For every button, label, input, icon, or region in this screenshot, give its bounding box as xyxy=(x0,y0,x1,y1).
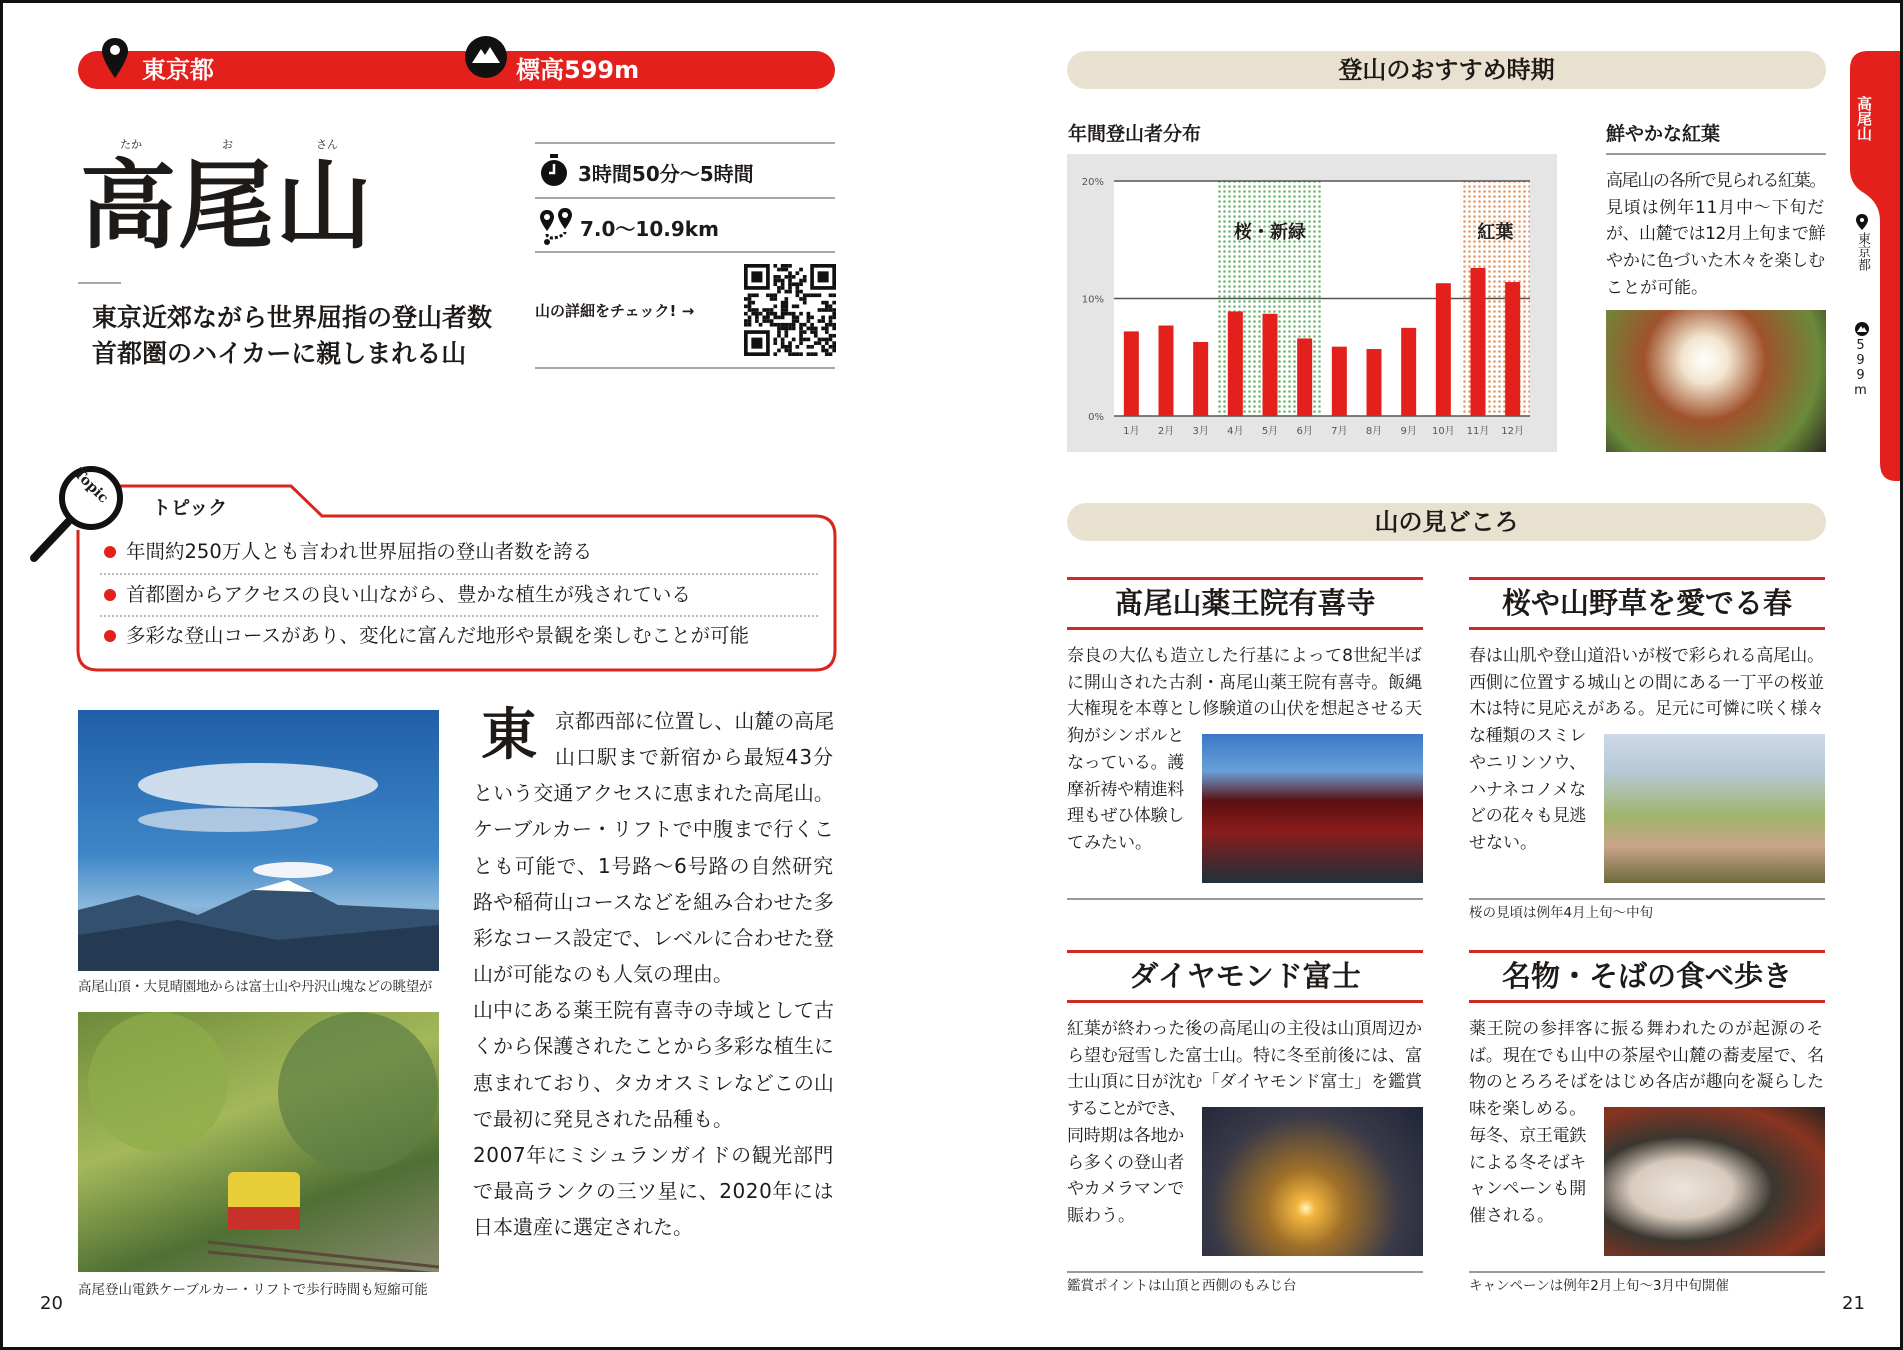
card-text-line: 木は特に見応えがある。足元に可憐に咲く様々 xyxy=(1469,699,1824,720)
card-photo xyxy=(1202,1107,1423,1256)
bar-12月 xyxy=(1505,282,1520,416)
card-text-line: 士山頂に日が沈む「ダイヤモンド富士」を鑑賞 xyxy=(1067,1072,1422,1093)
bullet-icon xyxy=(104,589,116,601)
card-rule xyxy=(1067,627,1423,630)
body-line: 日本遺産に選定された。 xyxy=(473,1215,693,1240)
furigana: たか xyxy=(120,138,142,151)
mountain-icon xyxy=(1855,322,1869,336)
card-divider xyxy=(1067,1271,1423,1273)
card-text-line: による冬そばキ xyxy=(1469,1152,1586,1173)
y-tick-label: 20% xyxy=(1081,177,1104,188)
bar-1月 xyxy=(1124,331,1139,416)
divider xyxy=(1606,153,1826,155)
location-pin-icon xyxy=(1856,214,1868,230)
card-text-line: なっている。護 xyxy=(1067,752,1184,773)
card-text-line: ャンペーンも開 xyxy=(1469,1179,1586,1200)
card-rule xyxy=(1469,577,1825,580)
autumn-line: 高尾山の各所で見られる紅葉。 xyxy=(1606,171,1825,191)
topic-item: 首都圏からアクセスの良い山ながら、豊かな植生が残されている xyxy=(126,583,691,606)
bar-6月 xyxy=(1297,338,1312,416)
card-rule xyxy=(1067,950,1423,953)
card-text-line: することができ、 xyxy=(1067,1099,1184,1120)
body-line: 恵まれており、タカオスミレなどこの山 xyxy=(473,1070,834,1095)
body-line: で最初に発見された品種も。 xyxy=(473,1106,733,1131)
card-text-line: やカメラマンで xyxy=(1067,1179,1184,1200)
page-number: 20 xyxy=(40,1293,63,1314)
x-tick-label: 12月 xyxy=(1501,426,1525,437)
season-band-label: 紅葉 xyxy=(1477,222,1514,243)
qr-label: 山の詳細をチェック! → xyxy=(535,302,695,320)
card-text-line: 奈良の大仏も造立した行基によって8世紀半ば xyxy=(1067,646,1422,666)
divider xyxy=(535,367,835,369)
card-text-line: な種類のスミレ xyxy=(1469,726,1586,747)
card-text-line: どの花々も見逃 xyxy=(1469,806,1586,827)
body-line: とも可能で、1号路～6号路の自然研究 xyxy=(473,853,834,878)
visitor-distribution-chart xyxy=(1067,154,1557,452)
card-photo xyxy=(1202,734,1423,883)
photo-autumn-leaves xyxy=(1606,310,1826,452)
card-text-line: 春は山肌や登山道沿いが桜で彩られる高尾山。 xyxy=(1469,646,1824,666)
divider xyxy=(535,142,835,144)
card-text-line: ら多くの登山者 xyxy=(1067,1152,1184,1173)
card-text-line: 薬王院の参拝客に振る舞われたのが起源のそ xyxy=(1469,1019,1824,1039)
side-tab-name: 高尾山 xyxy=(1855,96,1873,141)
card-divider xyxy=(1469,1271,1825,1273)
x-tick-label: 5月 xyxy=(1261,426,1279,437)
card-text-line: に開山された古刹・髙尾山薬王院有喜寺。飯縄 xyxy=(1067,672,1422,693)
catchcopy-line: 首都圏のハイカーに親しまれる山 xyxy=(92,339,467,368)
stopwatch-icon xyxy=(539,153,569,187)
topic-badge: Topic xyxy=(70,465,112,507)
card-title: 名物・そばの食べ歩き xyxy=(1501,959,1792,993)
x-tick-label: 4月 xyxy=(1227,426,1244,437)
card-text-line: 摩祈祷や精進料 xyxy=(1067,779,1184,800)
y-tick-label: 0% xyxy=(1088,412,1104,423)
drop-cap: 東 xyxy=(481,703,537,768)
bar-7月 xyxy=(1332,347,1347,416)
card-text-line: 理もぜひ体験し xyxy=(1067,806,1184,827)
card-caption: 桜の見頃は例年4月上旬～中旬 xyxy=(1469,905,1654,921)
furigana: お xyxy=(222,138,233,151)
card-caption: 鑑賞ポイントは山頂と西側のもみじ台 xyxy=(1067,1278,1297,1294)
card-text-line: 賑わう。 xyxy=(1067,1205,1135,1226)
x-tick-label: 2月 xyxy=(1157,426,1175,437)
mountain-title: 高尾山 xyxy=(80,150,374,262)
bar-8月 xyxy=(1367,349,1382,416)
card-rule xyxy=(1469,627,1825,630)
card-divider xyxy=(1469,898,1825,900)
catchcopy-line: 東京近郊ながら世界屈指の登山者数 xyxy=(92,303,493,332)
body-line: 山中にある薬王院有喜寺の寺域として古 xyxy=(473,998,834,1023)
card-text-line: 催される。 xyxy=(1469,1205,1554,1226)
autumn-heading: 鮮やかな紅葉 xyxy=(1606,123,1721,145)
y-tick-label: 10% xyxy=(1081,294,1104,306)
card-rule xyxy=(1469,1000,1825,1003)
qr-code[interactable] xyxy=(744,264,836,356)
header-elevation: 標高599m xyxy=(516,56,640,84)
bar-2月 xyxy=(1159,326,1174,416)
card-text-line: 狗がシンボルと xyxy=(1067,726,1184,747)
card-photo xyxy=(1604,1107,1825,1256)
card-text-line: 味を楽しめる。 xyxy=(1469,1099,1586,1120)
chart-heading: 年間登山者分布 xyxy=(1068,123,1202,145)
card-photo xyxy=(1604,734,1825,883)
divider xyxy=(100,573,818,575)
divider xyxy=(535,251,835,253)
side-tab-elevation: 599m xyxy=(1853,338,1868,398)
card-caption: キャンペーンは例年2月上旬～3月中旬開催 xyxy=(1469,1278,1729,1294)
card-rule xyxy=(1067,1000,1423,1003)
autumn-line: やかに色づいた木々を楽しむ xyxy=(1606,251,1825,272)
x-tick-label: 7月 xyxy=(1331,426,1348,437)
x-tick-label: 8月 xyxy=(1365,426,1383,437)
body-line: ケーブルカー・リフトで中腹まで行くこ xyxy=(473,817,834,842)
divider xyxy=(535,197,835,199)
body-line: 山口駅まで新宿から最短43分 xyxy=(555,745,834,770)
x-tick-label: 10月 xyxy=(1431,426,1455,437)
location-pin-icon xyxy=(100,36,130,80)
divider xyxy=(78,282,121,284)
course-time: 3時間50分～5時間 xyxy=(578,162,754,186)
card-text-line: てみたい。 xyxy=(1067,832,1152,853)
card-text-line: 物のとろろそばをはじめ各店が趣向を凝らした xyxy=(1469,1072,1824,1093)
body-line: という交通アクセスに恵まれた高尾山。 xyxy=(473,781,834,806)
card-rule xyxy=(1067,577,1423,580)
x-tick-label: 6月 xyxy=(1296,426,1313,437)
section-heading-season: 登山のおすすめ時期 xyxy=(1067,51,1826,89)
topic-item: 年間約250万人とも言われ世界屈指の登山者数を誇る xyxy=(126,540,593,563)
bar-9月 xyxy=(1401,328,1416,416)
bullet-icon xyxy=(104,546,116,558)
x-tick-label: 1月 xyxy=(1123,426,1140,437)
autumn-line: 見頃は例年11月中～下旬だ xyxy=(1606,197,1825,218)
card-rule xyxy=(1469,950,1825,953)
photo-mt-fuji-view xyxy=(78,710,439,971)
photo-cable-car xyxy=(78,1012,439,1272)
route-icon xyxy=(538,208,574,246)
body-line: 2007年にミシュランガイドの観光部門 xyxy=(473,1142,834,1167)
body-line: 彩なコース設定で、レベルに合わせた登 xyxy=(473,925,834,950)
header-prefecture: 東京都 xyxy=(142,56,214,84)
page-number: 21 xyxy=(1842,1293,1865,1314)
card-text-line: やニリンソウ、 xyxy=(1469,752,1586,773)
divider xyxy=(100,615,818,617)
card-text-line: ら望む冠雪した富士山。特に冬至前後には、富 xyxy=(1067,1045,1422,1066)
card-divider xyxy=(1067,898,1423,900)
course-distance: 7.0～10.9km xyxy=(580,217,719,241)
card-text-line: 紅葉が終わった後の高尾山の主役は山頂周辺か xyxy=(1067,1019,1422,1039)
card-text-line: 大権現を本尊とし修験道の山伏を想起させる天 xyxy=(1067,699,1422,720)
body-line: 京都西部に位置し、山麓の高尾 xyxy=(555,709,834,733)
furigana: さん xyxy=(316,138,338,151)
body-line: 路や稲荷山コースなどを組み合わせた多 xyxy=(473,889,834,914)
x-tick-label: 3月 xyxy=(1192,426,1209,437)
bar-3月 xyxy=(1193,342,1208,416)
card-title: 髙尾山薬王院有喜寺 xyxy=(1114,586,1376,620)
bar-4月 xyxy=(1228,311,1243,416)
card-text-line: 毎冬、京王電鉄 xyxy=(1469,1125,1586,1146)
card-text-line: せない。 xyxy=(1469,832,1537,853)
mountain-icon xyxy=(464,35,508,79)
body-line: 山が可能なのも人気の理由。 xyxy=(473,962,733,987)
card-text-line: 西側に位置する城山との間にある一丁平の桜並 xyxy=(1469,672,1824,693)
photo-caption: 高尾登山電鉄ケーブルカー・リフトで歩行時間も短縮可能 xyxy=(78,1282,428,1298)
catchcopy xyxy=(92,300,492,372)
card-title: 桜や山野草を愛でる春 xyxy=(1501,586,1792,620)
bar-11月 xyxy=(1471,268,1486,416)
side-tab-prefecture: 東京都 xyxy=(1855,232,1870,271)
bar-10月 xyxy=(1436,283,1451,416)
autumn-line: ことが可能。 xyxy=(1606,277,1708,298)
x-tick-label: 9月 xyxy=(1400,426,1417,437)
x-tick-label: 11月 xyxy=(1466,426,1490,437)
autumn-line: が、山麓では12月上旬まで鮮 xyxy=(1606,224,1825,245)
card-text-line: 同時期は各地か xyxy=(1067,1125,1184,1146)
topic-label: トピック xyxy=(152,497,228,519)
bullet-icon xyxy=(104,630,116,642)
photo-caption: 高尾山頂・大見晴園地からは富士山や丹沢山塊などの眺望が xyxy=(78,979,432,995)
bar-5月 xyxy=(1263,314,1278,416)
season-band-label: 桜・新緑 xyxy=(1234,222,1306,243)
body-line: くから保護されたことから多彩な植生に xyxy=(473,1034,834,1059)
section-heading-highlights: 山の見どころ xyxy=(1067,503,1826,541)
topic-item: 多彩な登山コースがあり、変化に富んだ地形や景観を楽しむことが可能 xyxy=(126,624,750,647)
card-text-line: ハナネコノメな xyxy=(1469,779,1586,800)
card-title: ダイヤモンド富士 xyxy=(1129,959,1361,993)
body-line: で最高ランクの三ツ星に、2020年には xyxy=(473,1178,834,1203)
card-text-line: ば。現在でも山中の茶屋や山麓の蕎麦屋で、名 xyxy=(1469,1045,1824,1066)
